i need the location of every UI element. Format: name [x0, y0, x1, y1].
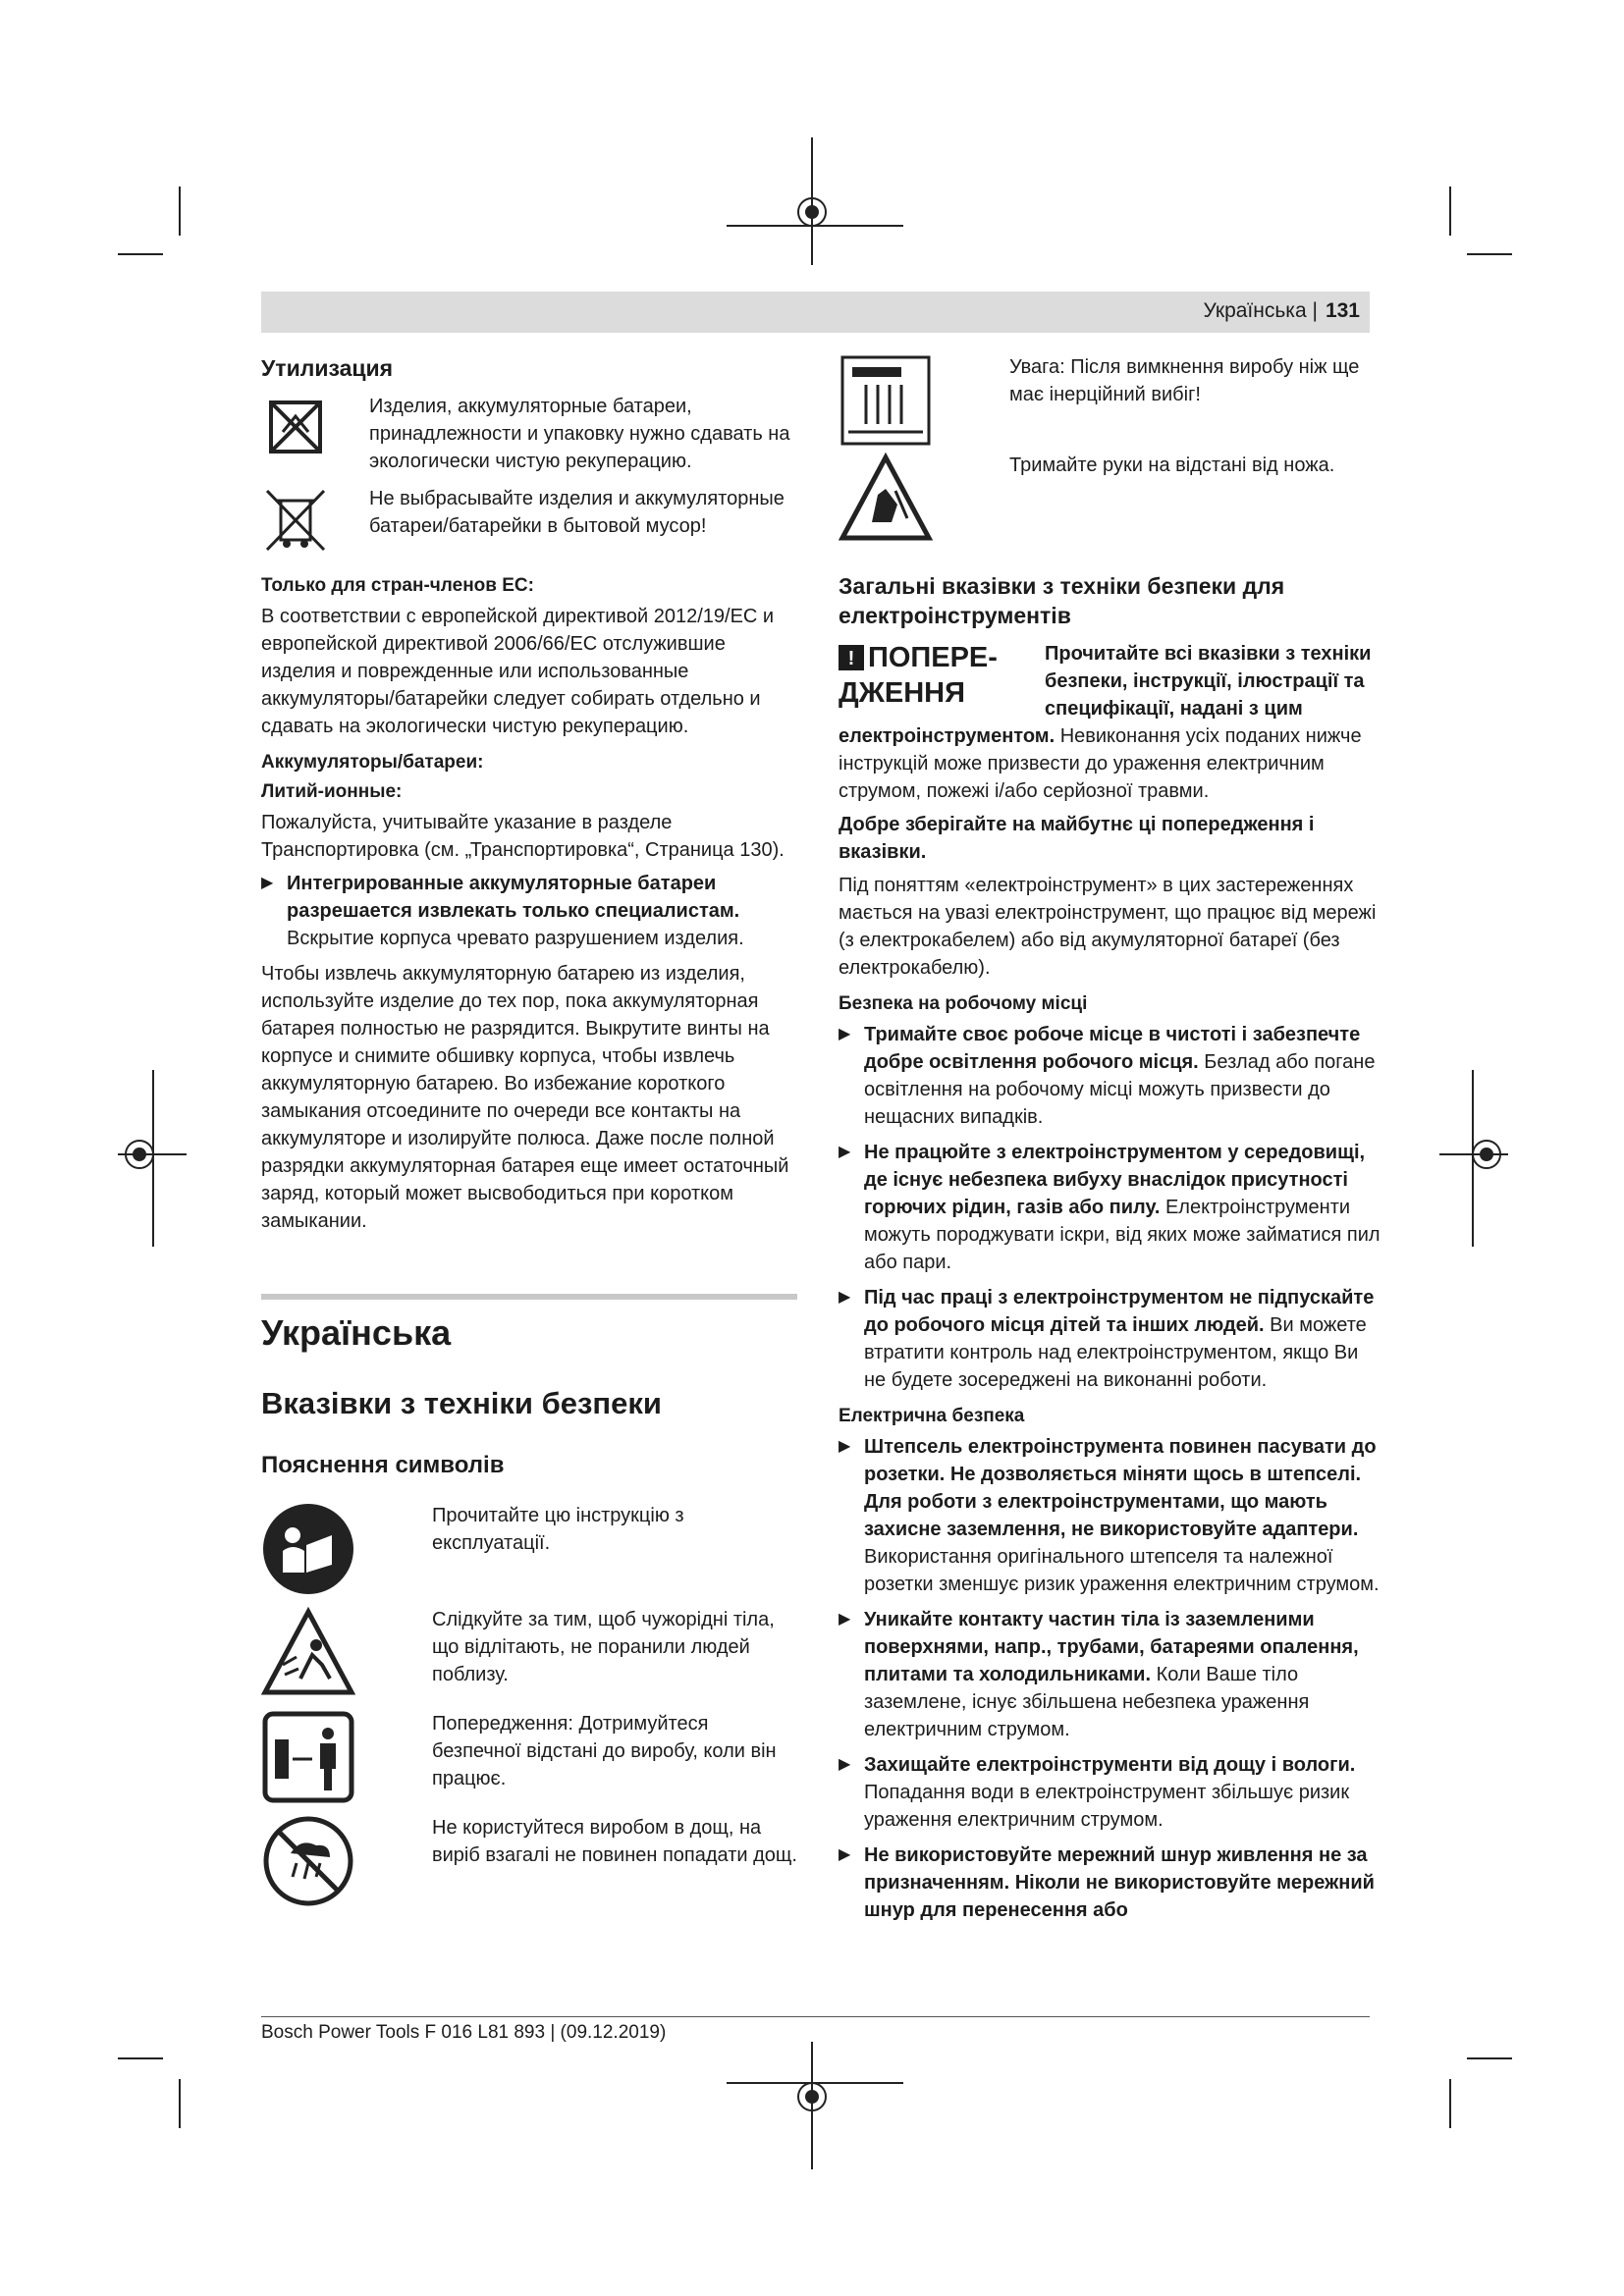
read-manual-icon — [261, 1502, 355, 1596]
symbol-text: Не користуйтеся виробом в дощ, на виріб взагалі не повинен попадати дощ. — [432, 1817, 797, 1866]
symbol-item — [261, 1606, 797, 1700]
bullet-bold: Захищайте електроінструменти від дощу і вологи. — [864, 1754, 1356, 1776]
symbol-item — [261, 1502, 797, 1596]
crop-mark — [1449, 187, 1451, 236]
hand-blade-warning-icon — [839, 452, 933, 546]
crop-mark — [1467, 2057, 1512, 2059]
bullet-bold: Интегрированные аккумуляторные батареи разрешается извлекать только специалистам. — [287, 873, 740, 922]
crop-mark — [1467, 253, 1512, 255]
safe-distance-icon — [261, 1710, 355, 1804]
list-item — [839, 1021, 1380, 1131]
bullet-rest: Ви можете втратити контроль над електроінструментом, якщо Ви не будете зосереджені на виконанні роботи. — [864, 1314, 1367, 1391]
safety-title: Вказівки з техніки безпеки — [261, 1386, 662, 1420]
disposal-text: Не выбрасывайте изделия и аккумуляторные батареи/батарейки в бытовой мусор! — [369, 488, 785, 537]
crop-mark — [118, 253, 163, 255]
list-item — [839, 1606, 1380, 1743]
header-separator: | — [1312, 299, 1318, 322]
eu-title: Только для стран-членов ЕС: — [261, 575, 534, 596]
symbols-title: Пояснення символів — [261, 1452, 505, 1478]
list-item — [839, 1284, 1380, 1394]
bullet-rest: Вскрытие корпуса чревато разрушением изделия. — [287, 928, 744, 949]
bullet-arrow-icon: ▶ — [839, 1144, 851, 1160]
bullet-bold: Штепсель електроінструмента повинен пасувати до розетки. Не дозволяється міняти щось в штепселі. Для роботи з електроінструментами, що мають захисне заземлення, не використовуйте адаптери. — [864, 1436, 1377, 1540]
bullet-arrow-icon: ▶ — [839, 1289, 851, 1306]
page-number: 131 — [1325, 299, 1360, 322]
crossed-bin-icon — [261, 485, 330, 554]
symbol-item — [839, 452, 1380, 546]
keep-text: Добре зберігайте на майбутнє ці попередження і вказівки. — [839, 814, 1315, 863]
symbol-text: Тримайте руки на відстані від ножа. — [1009, 454, 1335, 476]
header-language: Українська — [1203, 299, 1307, 322]
blade-runout-icon — [839, 353, 933, 442]
bullet-arrow-icon: ▶ — [261, 875, 274, 891]
list-item — [839, 1751, 1380, 1834]
warning-cont-rest: Невиконання усіх поданих нижче інструкцій може призвести до ураження електричним струмом, пожежі і/або серйозної травми. — [839, 725, 1362, 802]
list-item — [839, 1139, 1380, 1276]
bullet-rest: Безлад або погане освітлення на робочому місці можуть призвести до нещасних випадків. — [864, 1051, 1376, 1128]
bullet-rest: Використання оригінального штепселя та належної розетки зменшує ризик ураження електричним струмом. — [864, 1546, 1380, 1595]
eu-text: В соответствии с европейской директивой 2012/19/ЕС и европейской директивой 2006/66/ЕС отслужившие изделия и поврежденные или использованные аккумуляторы/батарейки следует собирать отдельно и сдавать на экологически чистую рекуперацию. — [261, 606, 775, 737]
lithium-title: Литий-ионные: — [261, 781, 403, 802]
warning-triangle-icon: ! — [839, 645, 864, 670]
footer-text: Bosch Power Tools F 016 L81 893 | (09.12.2019) — [261, 2022, 667, 2043]
bullet-arrow-icon: ▶ — [839, 1756, 851, 1773]
bullet-bold: Під час праці з електроінструментом не підпускайте до робочого місця дітей та інших людей. — [864, 1287, 1375, 1336]
bullet-bold: Не використовуйте мережний шнур живлення не за призначенням. Ніколи не використовуйте мережний шнур для перенесення або — [864, 1844, 1375, 1921]
disposal-title: Утилизация — [261, 355, 394, 381]
warning-word: ПОПЕРЕ-ДЖЕННЯ — [839, 642, 998, 709]
bullet-rest: Коли Ваше тіло заземлене, існує збільшена небезпека ураження електричним струмом. — [864, 1664, 1310, 1740]
section-divider — [261, 1294, 797, 1300]
symbol-item — [261, 1814, 797, 1908]
page-header — [261, 292, 1370, 333]
registration-mark-top — [727, 137, 903, 265]
term-text: Під поняттям «електроінструмент» в цих застереженнях мається на увазі електроінструмент, що працює від мережі (з електрокабелем) або від акумуляторної батареї (без електрокабелю). — [839, 875, 1377, 979]
warning-label — [839, 640, 1045, 722]
crop-mark — [179, 187, 181, 236]
warning-cont-bold: електроінструментом. — [839, 725, 1056, 747]
disposal-item — [261, 393, 797, 475]
footer-divider — [261, 2016, 1370, 2017]
warning-block — [839, 640, 1380, 722]
lithium-text: Пожалуйста, учитывайте указание в разделе Транспортировка (см. „Транспортировка“, Страница 130). — [261, 812, 785, 861]
registration-mark-right — [1439, 1070, 1528, 1247]
registration-mark-left — [98, 1070, 187, 1247]
right-column — [839, 353, 1380, 1932]
bullet-arrow-icon: ▶ — [839, 1846, 851, 1863]
bullet-bold: Не працюйте з електроінструментом у середовищі, де існує небезпека вибуху внаслідок присутності горючих рідин, газів або пилу. — [864, 1142, 1366, 1218]
list-item — [261, 870, 797, 952]
left-column — [261, 353, 797, 1918]
general-title: Загальні вказівки з техніки безпеки для електроінструментів — [839, 573, 1285, 628]
list-item — [839, 1842, 1380, 1924]
extract-text: Чтобы извлечь аккумуляторную батарею из изделия, используйте изделие до тех пор, пока аккумуляторная батарея полностью не разрядится. Выкрутите винты на корпусе и снимите обшивку корпуса, чтобы извлечь аккумуляторную батарею. Во избежание короткого замыкания отсоедините по очереди все контакты на аккумуляторе и изолируйте полюса. Даже после полной разрядки аккумуляторная батарея еще имеет остаточный заряд, который может высвободиться при коротком замыкании. — [261, 963, 789, 1232]
bullet-bold: Тримайте своє робоче місце в чистоті і забезпечте добре освітлення робочого місця. — [864, 1024, 1361, 1073]
batteries-title: Аккумуляторы/батареи: — [261, 752, 484, 773]
bullet-arrow-icon: ▶ — [839, 1026, 851, 1042]
header-text — [1203, 299, 1370, 323]
electrical-title: Електрична безпека — [839, 1406, 1025, 1426]
symbol-item — [839, 353, 1380, 442]
crop-mark — [1449, 2079, 1451, 2128]
symbol-text: Слідкуйте за тим, щоб чужорідні тіла, що відлітають, не поранили людей поблизу. — [432, 1609, 775, 1685]
bullet-arrow-icon: ▶ — [839, 1611, 851, 1628]
recycle-box-icon — [261, 393, 330, 461]
list-item — [839, 1433, 1380, 1598]
symbol-item — [261, 1710, 797, 1804]
warning-side-text: Прочитайте всі вказівки з техніки безпеки, інструкції, ілюстрації та специфікації, надані з цим — [1045, 643, 1372, 720]
symbol-text: Попередження: Дотримуйтеся безпечної відстані до виробу, коли він працює. — [432, 1713, 777, 1789]
language-title: Українська — [261, 1312, 452, 1353]
bullet-rest: Електроінструменти можуть породжувати іскри, від яких може займатися пил або пари. — [864, 1197, 1380, 1273]
thrown-objects-icon — [261, 1606, 355, 1700]
disposal-item — [261, 485, 797, 554]
no-rain-icon — [261, 1814, 355, 1908]
bullet-bold: Уникайте контакту частин тіла із заземленими поверхнями, напр., трубами, батареями опалення, плитами та холодильниками. — [864, 1609, 1359, 1685]
bullet-rest: Попадання води в електроінструмент збільшує ризик ураження електричним струмом. — [864, 1782, 1350, 1831]
symbol-text: Увага: Після вимкнення виробу ніж ще має інерційний вибіг! — [1009, 356, 1360, 405]
registration-mark-bottom — [727, 2042, 903, 2169]
disposal-text: Изделия, аккумуляторные батареи, принадлежности и упаковку нужно сдавать на экологически чистую рекуперацию. — [369, 396, 790, 472]
crop-mark — [179, 2079, 181, 2128]
bullet-arrow-icon: ▶ — [839, 1438, 851, 1455]
symbol-text: Прочитайте цю інструкцію з експлуатації. — [432, 1505, 684, 1554]
workplace-title: Безпека на робочому місці — [839, 993, 1088, 1014]
crop-mark — [118, 2057, 163, 2059]
